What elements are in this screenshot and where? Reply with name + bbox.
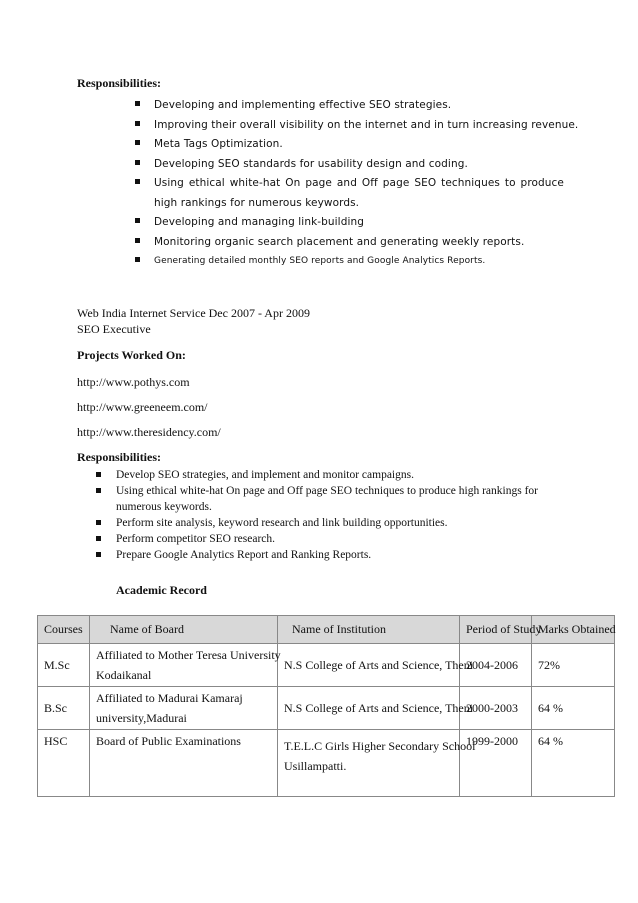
list-item: Improving their overall visibility on the internet and in turn increasing revenue. [135, 116, 575, 136]
course-cell: M.Sc [38, 644, 90, 687]
list-item: Prepare Google Analytics Report and Ranking Reports. [96, 547, 566, 563]
bullet-icon [135, 140, 140, 145]
responsibilities-list-1 [135, 96, 579, 272]
period-cell: 1999-2000 [460, 730, 532, 797]
bullet-icon [135, 218, 140, 223]
bullet-icon [135, 160, 140, 165]
header-institution: Name of Institution [278, 616, 460, 644]
bullet-icon [96, 488, 101, 493]
bullet-icon [96, 472, 101, 477]
company-line: Web India Internet Service Dec 2007 - Apr 2009 [77, 306, 310, 320]
list-item: Developing SEO standards for usability design and coding. [135, 155, 575, 175]
marks-cell: 64 % [532, 730, 615, 797]
list-item: Using ethical white-hat On page and Off page SEO techniques to produce high rankings for numerous keywords. [135, 174, 575, 213]
header-board: Name of Board [90, 616, 278, 644]
list-item: Perform competitor SEO research. [96, 531, 566, 547]
list-item: Developing and implementing effective SEO strategies. [135, 96, 575, 116]
bullet-icon [135, 179, 140, 184]
marks-cell: 72% [532, 644, 615, 687]
header-period: Period of Study [460, 616, 532, 644]
list-item: Perform site analysis, keyword research and link building opportunities. [96, 515, 566, 531]
academic-record-heading: Academic Record [116, 583, 207, 597]
project-link[interactable]: http://www.greeneem.com/ [77, 400, 208, 414]
job-title: SEO Executive [77, 322, 151, 336]
bullet-icon [135, 101, 140, 106]
table-header-row [38, 616, 615, 644]
academic-record-table [37, 615, 615, 797]
list-item: Meta Tags Optimization. [135, 135, 575, 155]
marks-cell: 64 % [532, 687, 615, 730]
institution-cell: T.E.L.C Girls Higher Secondary School Usillampatti. [278, 730, 460, 797]
table-row [38, 644, 615, 687]
course-cell: B.Sc [38, 687, 90, 730]
course-cell: HSC [38, 730, 90, 797]
table-row [38, 687, 615, 730]
table-row [38, 730, 615, 797]
list-item: Monitoring organic search placement and generating weekly reports. [135, 233, 575, 253]
period-cell: 2000-2003 [460, 687, 532, 730]
board-cell: Affiliated to Mother Teresa University Kodaikanal [90, 644, 278, 687]
responsibilities-heading-2: Responsibilities: [77, 450, 162, 464]
responsibilities-heading-1: Responsibilities: [77, 76, 162, 90]
projects-heading: Projects Worked On: [77, 348, 186, 362]
board-cell: Affiliated to Madurai Kamaraj university,Madurai [90, 687, 278, 730]
project-link[interactable]: http://www.theresidency.com/ [77, 425, 221, 439]
bullet-icon [135, 238, 140, 243]
list-item: Using ethical white-hat On page and Off page SEO techniques to produce high rankings for numerous keywords. [96, 483, 566, 515]
header-courses: Courses [38, 616, 90, 644]
period-cell: 2004-2006 [460, 644, 532, 687]
bullet-icon [96, 520, 101, 525]
project-link[interactable]: http://www.pothys.com [77, 375, 190, 389]
bullet-icon [96, 552, 101, 557]
bullet-icon [96, 536, 101, 541]
list-item: Developing and managing link-building [135, 213, 575, 233]
list-item: Generating detailed monthly SEO reports and Google Analytics Reports. [135, 252, 575, 272]
header-marks: Marks Obtained [532, 616, 615, 644]
list-item: Develop SEO strategies, and implement and monitor campaigns. [96, 467, 566, 483]
board-cell: Board of Public Examinations [90, 730, 278, 797]
institution-cell: N.S College of Arts and Science, Theni [278, 644, 460, 687]
bullet-icon [135, 121, 140, 126]
institution-cell: N.S College of Arts and Science, Theni [278, 687, 460, 730]
responsibilities-list-2 [96, 467, 566, 563]
bullet-icon [135, 257, 140, 262]
